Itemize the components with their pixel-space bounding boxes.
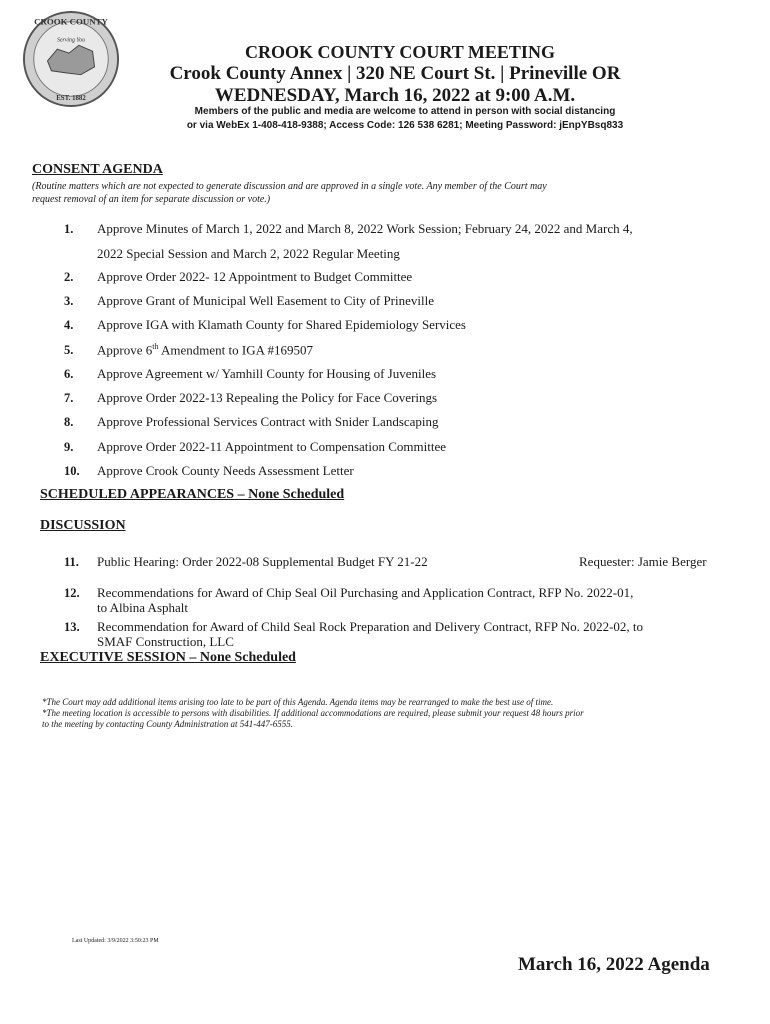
- meeting-datetime: WEDNESDAY, March 16, 2022 at 9:00 A.M.: [214, 85, 576, 106]
- item-text: Approve Crook County Needs Assessment Letter: [97, 463, 354, 478]
- svg-text:Serving You: Serving You: [56, 37, 86, 44]
- item-text: Approve Order 2022-11 Appointment to Compensation Committee: [97, 439, 447, 454]
- item-text: Approve Order 2022- 12 Appointment to Budget Committee: [97, 269, 413, 284]
- footer-notes: *The Court may add additional items arising too late to be part of this Agenda. Agenda items may be rearranged to make the best use of time. *The meeting location is accessible to persons with disabilities. If additional accommodations are required, please submit your request 48 hours prior to the meeting by contacting County Administration at 541-447-6555.: [42, 697, 584, 729]
- county-seal-logo: [22, 10, 120, 108]
- item-text-continued: to Albina Asphalt: [97, 600, 188, 615]
- item-number: 4.: [64, 318, 74, 332]
- meeting-title: CROOK COUNTY COURT MEETING: [245, 42, 555, 62]
- item-text: Approve Agreement w/ Yamhill County for Housing of Juveniles: [97, 366, 437, 381]
- item-number: 3.: [64, 294, 74, 308]
- item-text: Approve Minutes of March 1, 2022 and March 8, 2022 Work Session; February 24, 2022 and March 4,: [97, 221, 633, 236]
- item-number: 1.: [64, 222, 74, 236]
- requester: Requester: Jamie Berger: [579, 554, 707, 569]
- item-text: Approve IGA with Klamath County for Shared Epidemiology Services: [97, 317, 466, 332]
- agenda-date-label: March 16, 2022 Agenda: [518, 954, 710, 975]
- attendance-notice: Members of the public and media are welcome to attend in person with social distancing: [194, 106, 616, 117]
- consent-agenda-heading: CONSENT AGENDA: [32, 162, 163, 177]
- item-number: 9.: [64, 440, 74, 454]
- item-text: Approve 6th Amendment to IGA #169507: [97, 342, 314, 358]
- consent-agenda-intro: (Routine matters which are not expected to generate discussion and are approved in a single vote. Any member of the Court may request removal of an item for separate discussion or vote.): [32, 181, 547, 205]
- item-number: 13.: [64, 620, 80, 634]
- scheduled-appearances-heading: SCHEDULED APPEARANCES – None Scheduled: [40, 487, 345, 502]
- item-text: Public Hearing: Order 2022-08 Supplemental Budget FY 21-22: [97, 554, 428, 569]
- item-number: 11.: [64, 555, 79, 569]
- svg-text:EST. 1882: EST. 1882: [56, 95, 86, 103]
- svg-text:CROOK COUNTY: CROOK COUNTY: [34, 16, 108, 27]
- item-text: Recommendation for Award of Child Seal Rock Preparation and Delivery Contract, RFP No. 2022-02, to: [97, 619, 644, 634]
- item-number: 10.: [64, 464, 80, 478]
- meeting-location: Crook County Annex | 320 NE Court St. | Prineville OR: [169, 63, 621, 84]
- item-text-continued: 2022 Special Session and March 2, 2022 Regular Meeting: [97, 246, 400, 261]
- webex-info: or via WebEx 1-408-418-9388; Access Code: 126 538 6281; Meeting Password: jEnpYBsq833: [186, 120, 624, 131]
- item-text: Approve Professional Services Contract with Snider Landscaping: [97, 414, 439, 429]
- item-number: 12.: [64, 586, 80, 600]
- item-number: 8.: [64, 415, 74, 429]
- last-updated: Last Updated: 3/9/2022 3:50:23 PM: [72, 938, 159, 944]
- item-text: Approve Grant of Municipal Well Easement to City of Prineville: [97, 293, 435, 308]
- item-number: 5.: [64, 343, 74, 357]
- item-number: 7.: [64, 391, 74, 405]
- item-text: Recommendations for Award of Chip Seal Oil Purchasing and Application Contract, RFP No. 2022-01,: [97, 585, 634, 600]
- executive-session-heading: EXECUTIVE SESSION – None Scheduled: [40, 650, 296, 665]
- item-number: 2.: [64, 270, 74, 284]
- item-text-continued: SMAF Construction, LLC: [97, 634, 234, 649]
- item-number: 6.: [64, 367, 74, 381]
- item-text: Approve Order 2022-13 Repealing the Policy for Face Coverings: [97, 390, 438, 405]
- discussion-heading: DISCUSSION: [40, 518, 126, 533]
